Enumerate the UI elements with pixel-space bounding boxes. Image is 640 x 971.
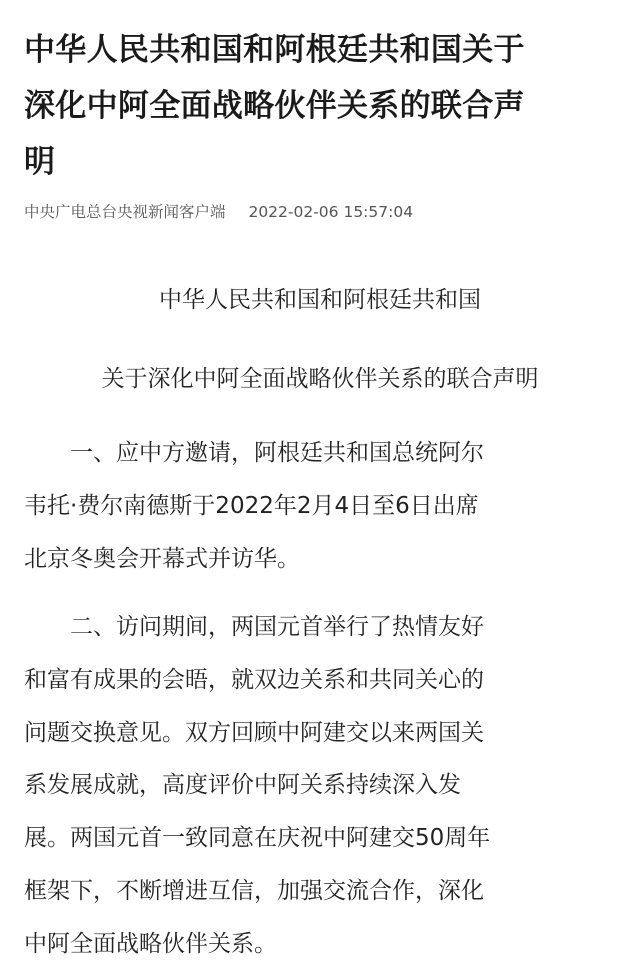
paragraph-line: 和富有成果的会晤，就双边关系和共同关心的 bbox=[24, 666, 484, 693]
document-title-line-2: 关于深化中阿全面战略伙伴关系的联合声明 bbox=[101, 366, 539, 392]
headline-line: 深化中阿全面战略伙伴关系的联合声 bbox=[24, 88, 525, 124]
article-source[interactable]: 中央广电总台央视新闻客户端 bbox=[24, 203, 226, 221]
article-timestamp: 2022-02-06 15:57:04 bbox=[248, 203, 414, 221]
paragraph-line: 韦托·费尔南德斯于2022年2月4日至6日出席 bbox=[24, 492, 479, 519]
paragraph-line: 系发展成就，高度评价中阿关系持续深入发 bbox=[24, 772, 461, 799]
article-meta bbox=[24, 200, 413, 222]
paragraph-line: 问题交换意见。双方回顾中阿建交以来两国关 bbox=[24, 719, 484, 746]
article-headline bbox=[24, 22, 620, 190]
body-paragraph-1 bbox=[24, 427, 624, 585]
headline-line: 明 bbox=[24, 144, 56, 180]
paragraph-line: 展。两国元首一致同意在庆祝中阿建交50周年 bbox=[24, 825, 491, 852]
body-paragraph-2 bbox=[24, 601, 624, 971]
document-title-line-1: 中华人民共和国和阿根廷共和国 bbox=[159, 287, 481, 313]
headline-line: 中华人民共和国和阿根廷共和国关于 bbox=[24, 32, 525, 68]
paragraph-line: 框架下，不断增进互信，加强交流合作，深化 bbox=[24, 877, 484, 904]
paragraph-line: 中阿全面战略伙伴关系。 bbox=[24, 930, 277, 957]
paragraph-line: 二、访问期间，两国元首举行了热情友好 bbox=[24, 614, 484, 640]
paragraph-line: 一、应中方邀请，阿根廷共和国总统阿尔 bbox=[24, 440, 484, 466]
paragraph-line: 北京冬奥会开幕式并访华。 bbox=[24, 545, 300, 572]
